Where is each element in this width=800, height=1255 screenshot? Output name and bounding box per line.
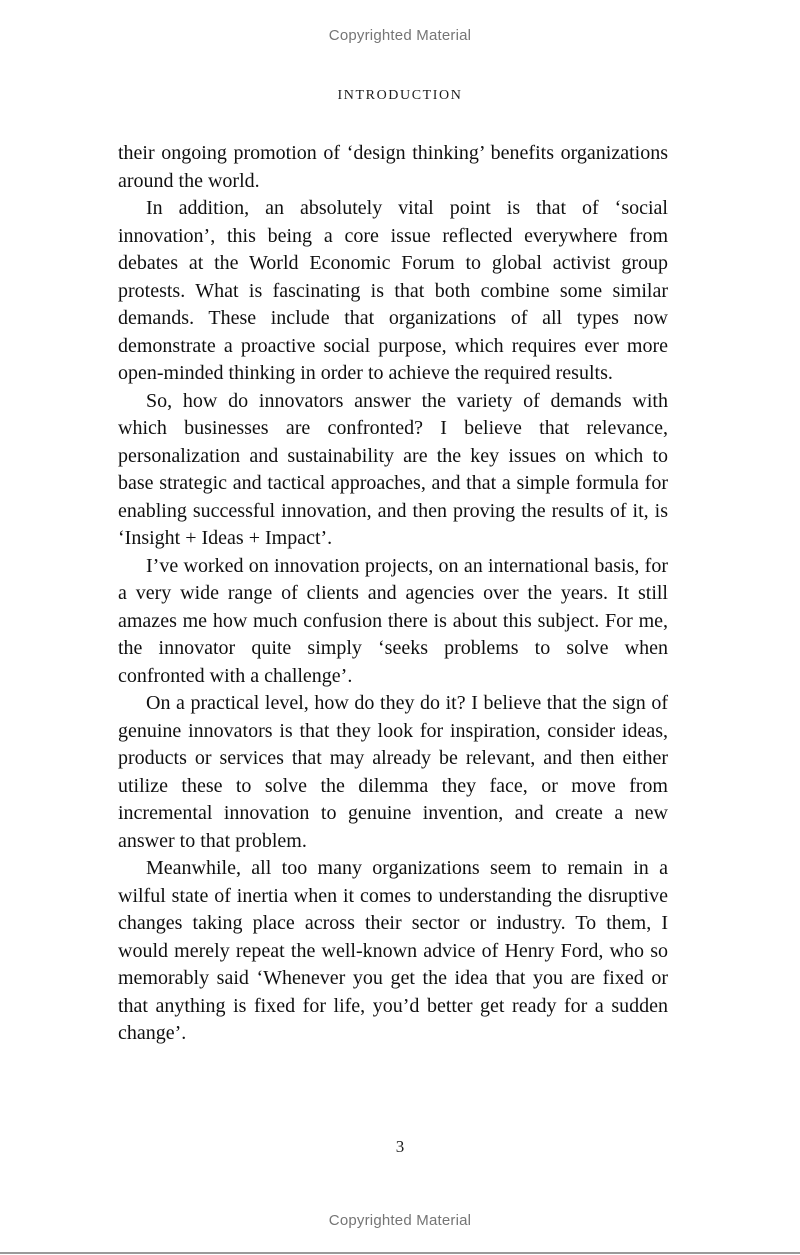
copyright-notice-bottom: Copyrighted Material [328, 1212, 472, 1229]
paragraph: So, how do innovators answer the variety of demands with which businesses are confronted? I believe that relevance, personalization and sustainability are the key issues on which to base strategic and tactical approaches, and that a simple formula for enabling successful innovation, and then proving the results of it, is ‘Insight + Ideas + Impact’. [118, 389, 668, 549]
paragraph: their ongoing promotion of ‘design thinking’ benefits organizations around the world. [118, 142, 668, 192]
paragraph: I’ve worked on innovation projects, on an international basis, for a very wide range of clients and agencies over the years. It still amazes me how much confusion there is about this subject. For me, the innovator quite simply ‘seeks problems to solve when confronted with a challenge’. [118, 554, 668, 687]
paragraph: On a practical level, how do they do it? I believe that the sign of genuine innovators is that they look for inspiration, consider ideas, products or services that may already be relevant, and then either utilize these to solve the dilemma they face, or move from incremental innovation to genuine invention, and create a new answer to that problem. [118, 692, 668, 852]
paragraph: In addition, an absolutely vital point is that of ‘social innovation’, this being a core issue reflected everywhere from debates at the World Economic Forum to global activist group protests. What is fascinating is that both combine some similar demands. These include that organizations of all types now demonstrate a proactive social purpose, which requires ever more open-minded thinking in order to achieve the required results. [118, 197, 668, 384]
page-body [118, 140, 668, 1048]
paragraph: Meanwhile, all too many organizations seem to remain in a wilful state of inertia when it comes to understanding the disruptive changes taking place across their sector or industry. To them, I would merely repeat the well-known advice of Henry Ford, who so memorably said ‘Whenever you get the idea that you are fixed or that anything is fixed for life, you’d better get ready for a sudden change’. [118, 857, 668, 1044]
page-number: 3 [395, 1137, 405, 1156]
page-edge-line [0, 1252, 800, 1254]
chapter-header: INTRODUCTION [337, 88, 463, 103]
copyright-notice-top: Copyrighted Material [328, 27, 472, 44]
